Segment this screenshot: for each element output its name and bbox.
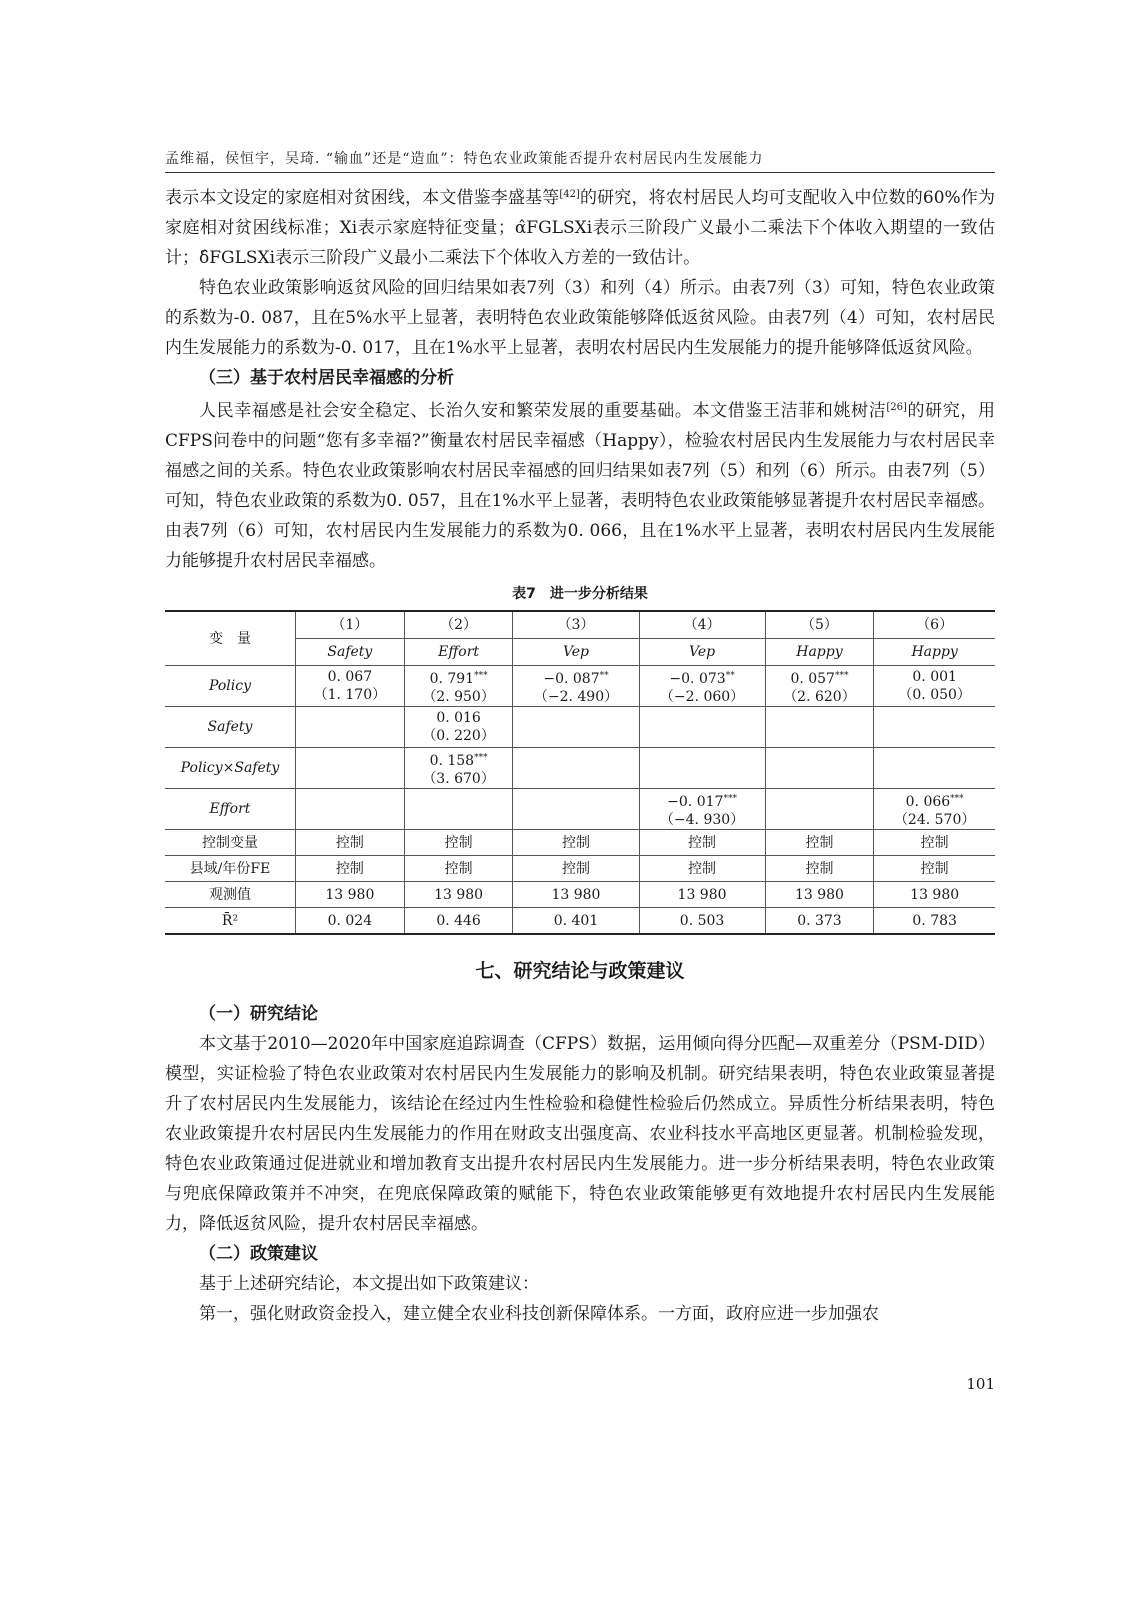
t-statistic: （0. 220） <box>422 728 495 744</box>
column-number: （6） <box>874 611 995 639</box>
row-label: Safety <box>165 707 296 748</box>
table-cell <box>513 707 639 748</box>
table-cell <box>639 789 765 830</box>
column-variable: Vep <box>513 639 639 666</box>
column-number: （3） <box>513 611 639 639</box>
column-variable: Effort <box>404 639 513 666</box>
table-cell: 控制 <box>874 856 995 882</box>
table-cell: 控制 <box>765 830 874 856</box>
header-rule <box>165 172 995 173</box>
t-statistic: （−2. 060） <box>659 688 745 705</box>
table-cell: 13 980 <box>639 882 765 908</box>
row-label: 观测值 <box>165 882 296 908</box>
table-cell <box>513 748 639 789</box>
table-cell <box>296 666 405 707</box>
table-cell: 控制 <box>765 856 874 882</box>
paragraph-3 <box>165 393 995 576</box>
table-cell <box>765 748 874 789</box>
table-cell: 控制 <box>296 830 405 856</box>
table-cell: 控制 <box>296 856 405 882</box>
column-number: （2） <box>404 611 513 639</box>
column-number: （5） <box>765 611 874 639</box>
table-cell: 13 980 <box>404 882 513 908</box>
table-cell: 控制 <box>639 830 765 856</box>
results-table <box>165 610 995 935</box>
significance-stars: ** <box>599 670 609 681</box>
table-row <box>165 856 995 882</box>
table-cell: 0. 024 <box>296 908 405 935</box>
t-statistic: （−2. 490） <box>533 688 619 705</box>
coefficient: 0. 791*** <box>429 670 488 687</box>
table-cell <box>404 707 513 748</box>
policy-intro-paragraph: 基于上述研究结论，本文提出如下政策建议： <box>199 1274 539 1294</box>
row-label: R̄² <box>165 908 296 935</box>
t-statistic: （−4. 930） <box>659 811 745 828</box>
t-statistic: （0. 050） <box>898 687 971 703</box>
row-label: Policy <box>165 666 296 707</box>
table-header-row <box>165 611 995 639</box>
table-row <box>165 882 995 908</box>
column-variable: Happy <box>765 639 874 666</box>
paragraph-1-text: 表示本文设定的家庭相对贫困线，本文借鉴李盛基等 <box>165 188 560 208</box>
t-statistic: （3. 670） <box>422 770 495 787</box>
paragraph-1 <box>165 180 995 273</box>
coefficient: −0. 017*** <box>667 793 737 810</box>
table-cell: 控制 <box>513 830 639 856</box>
table-row <box>165 748 995 789</box>
table-cell: 13 980 <box>765 882 874 908</box>
conclusion-paragraph: 本文基于2010—2020年中国家庭追踪调查（CFPS）数据，运用倾向得分匹配—双重差分（PSM-DID）模型，实证检验了特色农业政策对农村居民内生发展能力的影响及机制。研究结果表明，特色农业政策显著提升了农村居民内生发展能力，该结论在经过内生性检验和稳健性检验后仍然成立。异质性分析结果表明，特色农业政策提升农村居民内生发展能力的作用在财政支出强度高、农业科技水平高地区更显著。机制检验发现，特色农业政策通过促进就业和增加教育支出提升农村居民内生发展能力。进一步分析结果表明，特色农业政策与兜底保障政策并不冲突，在兜底保障政策的赋能下，特色农业政策能够更有效地提升农村居民内生发展能力，降低返贫风险，提升农村居民幸福感。 <box>165 1034 995 1234</box>
column-number: （1） <box>296 611 405 639</box>
table-cell <box>874 748 995 789</box>
coefficient: 0. 057*** <box>790 670 849 687</box>
table-row <box>165 707 995 748</box>
significance-stars: *** <box>474 752 488 763</box>
table-cell: 13 980 <box>296 882 405 908</box>
table-cell: 0. 401 <box>513 908 639 935</box>
table-cell <box>513 666 639 707</box>
table-row <box>165 830 995 856</box>
column-variable: Happy <box>874 639 995 666</box>
table-cell <box>296 748 405 789</box>
coefficient: 0. 016 <box>436 710 481 726</box>
table-row <box>165 666 995 707</box>
table-cell: 13 980 <box>874 882 995 908</box>
row-label: Effort <box>165 789 296 830</box>
table-cell: 0. 503 <box>639 908 765 935</box>
subsection-heading-1: （一）研究结论 <box>199 1004 318 1024</box>
paragraph-2: 特色农业政策影响返贫风险的回归结果如表7列（3）和列（4）所示。由表7列（3）可知，特色农业政策的系数为-0. 087，且在5%水平上显著，表明特色农业政策能够降低返贫风险。由表7列（4）可知，农村居民内生发展能力的系数为-0. 017，且在1%水平上显著，表明农村居民内生发展能力的提升能够降低返贫风险。 <box>165 278 995 358</box>
t-statistic: （1. 170） <box>313 687 387 703</box>
paragraph-1-text-rest: 的研究，将农村居民人均可支配收入中位数的60%作为家庭相对贫困线标准；Xi表示家庭特征变量；α̂FGLSXi表示三阶段广义最小二乘法下个体收入期望的一致估计；δ̂FGLSXi表示三阶段广义最小二乘法下个体收入方差的一致估计。 <box>165 188 995 268</box>
body-text <box>165 180 995 1329</box>
significance-stars: *** <box>474 670 488 681</box>
column-variable: Vep <box>639 639 765 666</box>
table-cell <box>874 789 995 830</box>
table-caption: 表7 进一步分析结果 <box>512 586 648 602</box>
subsection-heading-2: （二）政策建议 <box>199 1244 318 1264</box>
coefficient: 0. 001 <box>912 669 957 685</box>
stub-header: 变 量 <box>165 611 296 666</box>
table-cell: 0. 446 <box>404 908 513 935</box>
table-cell <box>765 789 874 830</box>
running-head: 孟维福，侯恒宇，吴琦. “输血”还是“造血”：特色农业政策能否提升农村居民内生发展能力 <box>165 151 764 167</box>
table-cell: 控制 <box>874 830 995 856</box>
table-cell <box>404 789 513 830</box>
t-statistic: （2. 950） <box>422 688 495 705</box>
significance-stars: ** <box>725 670 735 681</box>
row-label: Policy×Safety <box>165 748 296 789</box>
coefficient: −0. 073** <box>669 670 735 687</box>
table-cell <box>639 707 765 748</box>
table-cell: 控制 <box>404 830 513 856</box>
table-row <box>165 908 995 935</box>
section-heading: 七、研究结论与政策建议 <box>475 960 685 982</box>
page-number: 101 <box>966 1375 995 1393</box>
table-cell: 0. 373 <box>765 908 874 935</box>
row-label: 县域/年份FE <box>165 856 296 882</box>
coefficient: 0. 066*** <box>905 793 964 810</box>
column-number: （4） <box>639 611 765 639</box>
coefficient: 0. 067 <box>327 669 373 685</box>
significance-stars: *** <box>950 793 964 804</box>
row-label: 控制变量 <box>165 830 296 856</box>
paragraph-3-text: 人民幸福感是社会安全稳定、长治久安和繁荣发展的重要基础。本文借鉴王洁菲和姚树洁 <box>199 401 887 421</box>
table-cell <box>639 748 765 789</box>
significance-stars: *** <box>834 670 849 681</box>
table-cell <box>296 789 405 830</box>
table-cell: 13 980 <box>513 882 639 908</box>
table-cell: 0. 783 <box>874 908 995 935</box>
table-cell <box>296 707 405 748</box>
table-cell: 控制 <box>513 856 639 882</box>
table-cell <box>874 707 995 748</box>
citation-26[interactable]: [26] <box>886 402 907 413</box>
coefficient: 0. 158*** <box>429 752 488 769</box>
column-variable: Safety <box>296 639 405 666</box>
t-statistic: （24. 570） <box>893 811 976 828</box>
citation-42[interactable]: [42] <box>559 189 580 200</box>
table-cell <box>404 748 513 789</box>
table-cell: 控制 <box>404 856 513 882</box>
subsection-heading-3: （三）基于农村居民幸福感的分析 <box>199 368 454 388</box>
table-cell <box>639 666 765 707</box>
coefficient: −0. 087** <box>543 670 609 687</box>
table-cell <box>404 666 513 707</box>
table-cell <box>765 707 874 748</box>
paragraph-3-text-rest: 的研究，用CFPS问卷中的问题“您有多幸福?”衡量农村居民幸福感（Happy），检验农村居民内生发展能力与农村居民幸福感之间的关系。特色农业政策影响农村居民幸福感的回归结果如表7列（5）和列（6）所示。由表7列（5）可知，特色农业政策的系数为0. 057，且在1%水平上显著，表明特色农业政策能够显著提升农村居民幸福感。由表7列（6）可知，农村居民内生发展能力的系数为0. 066，且在1%水平上显著，表明农村居民内生发展能力能够提升农村居民幸福感。 <box>165 401 996 571</box>
table-cell <box>765 666 874 707</box>
t-statistic: （2. 620） <box>783 688 856 705</box>
table-cell: 控制 <box>639 856 765 882</box>
page <box>165 0 995 1600</box>
table-cell <box>513 789 639 830</box>
table-cell <box>874 666 995 707</box>
policy-paragraph-1: 第一，强化财政资金投入，建立健全农业科技创新保障体系。一方面，政府应进一步加强农 <box>199 1304 879 1324</box>
significance-stars: *** <box>723 793 737 804</box>
table-row <box>165 789 995 830</box>
